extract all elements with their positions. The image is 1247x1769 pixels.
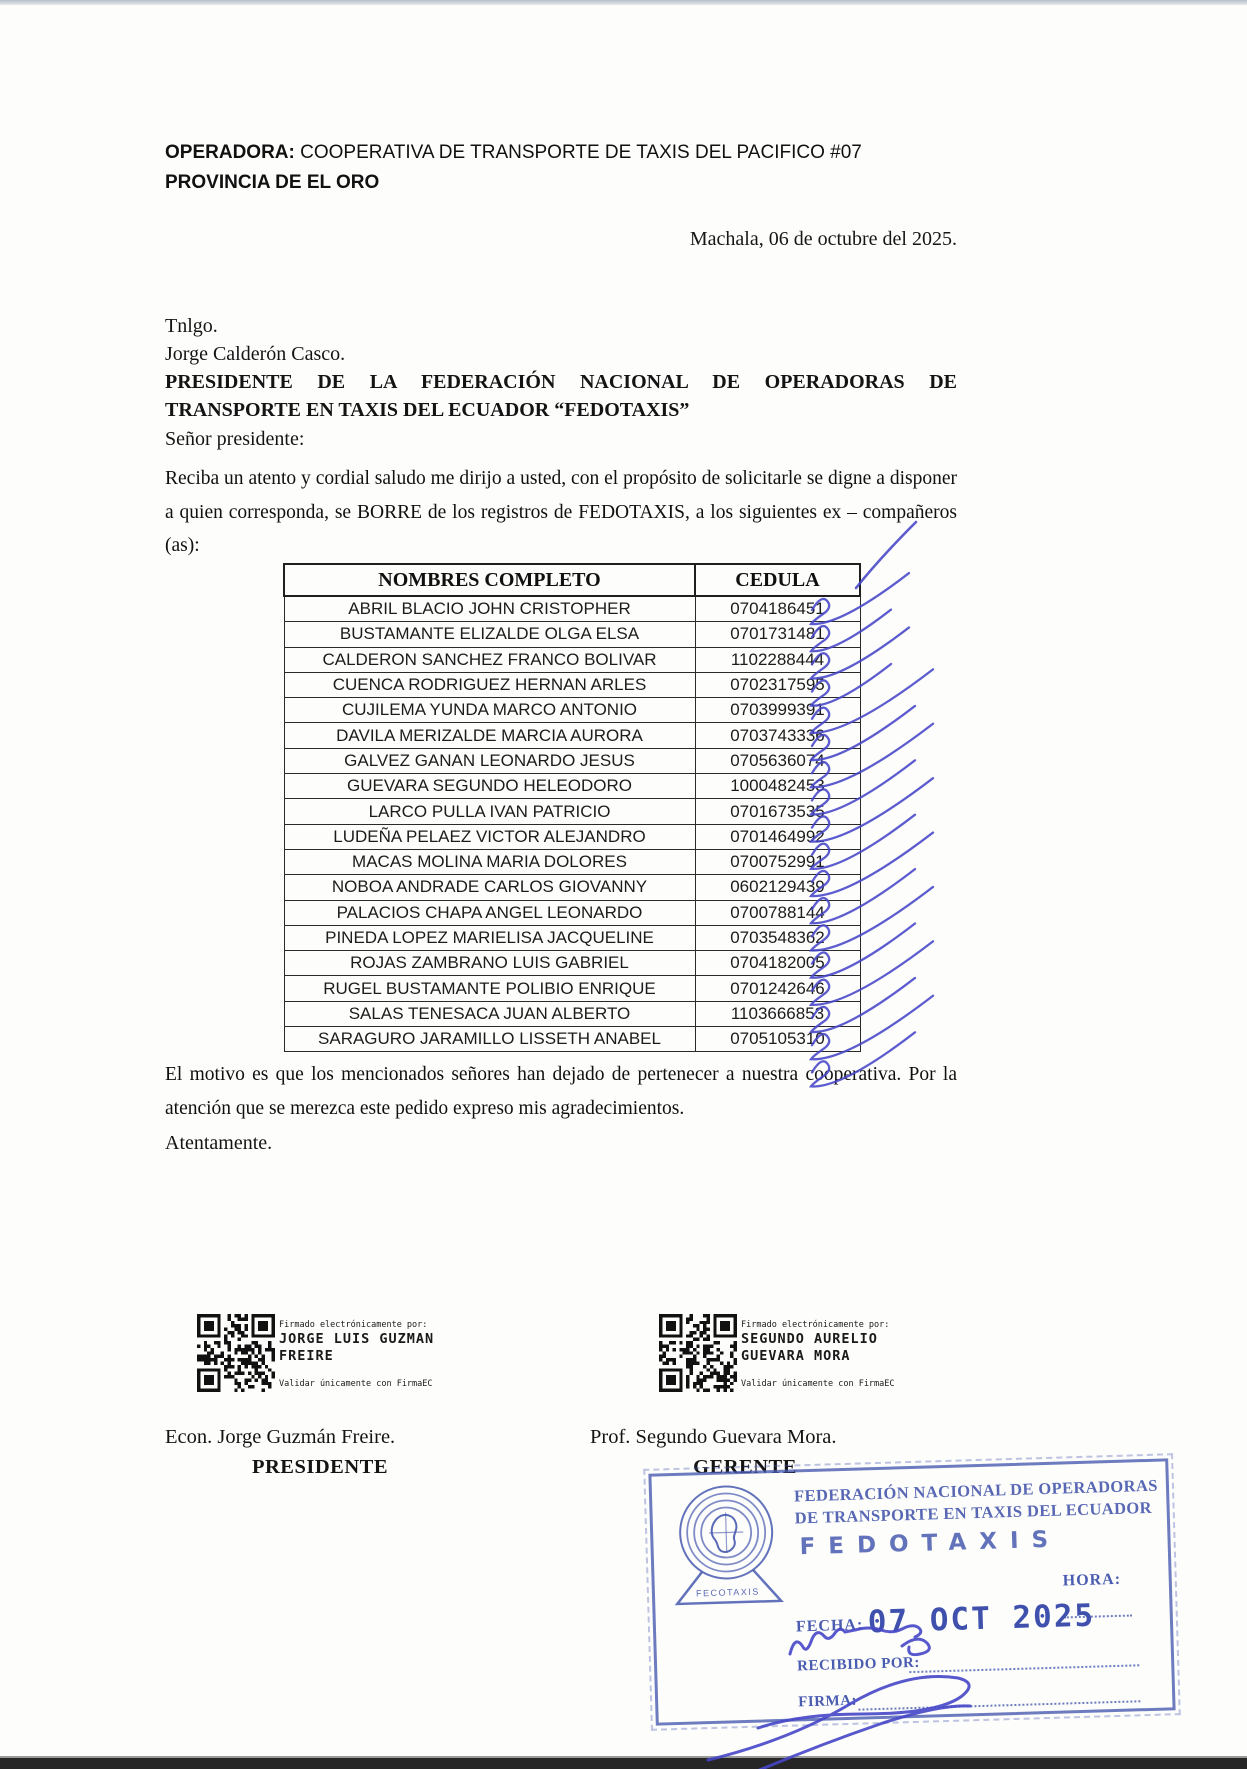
table-row: [284, 849, 860, 874]
table-row: [284, 774, 860, 799]
name-cell: GUEVARA SEGUNDO HELEODORO: [284, 774, 695, 799]
recipient-name: Jorge Calderón Casco.: [165, 343, 346, 365]
cedula-cell: 0702317595: [695, 672, 860, 697]
col-header-nombres: NOMBRES COMPLETO: [284, 564, 695, 596]
stamp-recibido-label: RECIBIDO POR:: [796, 1654, 921, 1675]
cedula-cell: 0704186451: [695, 596, 860, 622]
table-row: [284, 1001, 860, 1026]
gerente-name: Prof. Segundo Guevara Mora.: [590, 1426, 837, 1448]
cedula-cell: 0705105310: [695, 1027, 860, 1052]
qr-code-gerente: [659, 1314, 737, 1392]
stamp-brand: FEDOTAXIS: [799, 1526, 1062, 1561]
stamp-fecha-value: 07 OCT 2025: [867, 1597, 1096, 1641]
stamp-header-line1: FEDERACIÓN NACIONAL DE OPERADORAS: [793, 1475, 1159, 1506]
name-cell: CUJILEMA YUNDA MARCO ANTONIO: [284, 698, 695, 723]
signer-name-line1: JORGE LUIS GUZMAN: [279, 1331, 435, 1347]
name-cell: SARAGURO JARAMILLO LISSETH ANABEL: [284, 1027, 695, 1052]
e-signature-text-gerente: [741, 1320, 895, 1390]
recipient-position-line2: TRANSPORTE EN TAXIS DEL ECUADOR “FEDOTAXIS”: [165, 399, 690, 421]
table-row: [284, 672, 860, 697]
col-header-cedula: CEDULA: [695, 564, 860, 596]
stamp-firma-dotted-line: [858, 1700, 1140, 1710]
signer-name-line2: GUEVARA MORA: [741, 1348, 851, 1364]
scan-edge-top: [0, 0, 1247, 5]
scan-edge-bottom: [0, 1758, 1247, 1769]
table-row: [284, 748, 860, 773]
members-table: [283, 563, 861, 1052]
body-paragraph-2: El motivo es que los mencionados señores han dejado de pertenecer a nuestra cooperativa. Por la atención que se merezca este pedido expreso mis agradecimientos.: [165, 1064, 957, 1119]
fedotaxis-logo-icon: [666, 1481, 788, 1612]
table-body: [284, 596, 860, 1052]
table-row: [284, 1027, 860, 1052]
name-cell: ABRIL BLACIO JOHN CRISTOPHER: [284, 596, 695, 622]
body-paragraph-1: Reciba un atento y cordial saludo me dirijo a usted, con el propósito de solicitarle se digne a disponer a quien corresponda, se BORRE de los registros de FEDOTAXIS, a los siguientes ex – compañeros (as):: [165, 468, 957, 556]
name-cell: DAVILA MERIZALDE MARCIA AURORA: [284, 723, 695, 748]
name-cell: CALDERON SANCHEZ FRANCO BOLIVAR: [284, 647, 695, 672]
name-cell: MACAS MOLINA MARIA DOLORES: [284, 849, 695, 874]
name-cell: BUSTAMANTE ELIZALDE OLGA ELSA: [284, 622, 695, 647]
cedula-cell: 0701464992: [695, 824, 860, 849]
name-cell: RUGEL BUSTAMANTE POLIBIO ENRIQUE: [284, 976, 695, 1001]
president-name-block: [165, 1422, 475, 1482]
recipient-title: Tnlgo.: [165, 315, 218, 337]
name-cell: ROJAS ZAMBRANO LUIS GABRIEL: [284, 951, 695, 976]
cedula-cell: 0705636074: [695, 748, 860, 773]
table-row: [284, 647, 860, 672]
cedula-cell: 0703548362: [695, 925, 860, 950]
stamp-fecha-label: FECHA:: [795, 1616, 864, 1636]
cedula-cell: 1103666853: [695, 1001, 860, 1026]
president-role: PRESIDENTE: [251, 1456, 388, 1478]
recipient-block: [165, 312, 957, 453]
signed-by-label: Firmado electrónicamente por:: [741, 1320, 890, 1330]
provincia-line: PROVINCIA DE EL ORO: [165, 172, 380, 193]
qr-code-president: [197, 1314, 275, 1392]
cedula-cell: 0701731481: [695, 622, 860, 647]
name-cell: GALVEZ GANAN LEONARDO JESUS: [284, 748, 695, 773]
stamp-hora-label: HORA:: [1062, 1570, 1122, 1590]
table-row: [284, 951, 860, 976]
letter-header: [165, 138, 985, 198]
table-row: [284, 976, 860, 1001]
stamp-header-line2: DE TRANSPORTE EN TAXIS DEL ECUADOR: [794, 1497, 1153, 1528]
name-cell: NOBOA ANDRADE CARLOS GIOVANNY: [284, 875, 695, 900]
name-cell: CUENCA RODRIGUEZ HERNAN ARLES: [284, 672, 695, 697]
table-row: [284, 875, 860, 900]
table-row: [284, 698, 860, 723]
signer-name-line2: FREIRE: [279, 1348, 334, 1364]
stamp-firma-label: FIRMA:: [797, 1692, 858, 1711]
table-row: [284, 900, 860, 925]
cedula-cell: 0704182005: [695, 951, 860, 976]
cedula-cell: 0701673535: [695, 799, 860, 824]
table-row: [284, 925, 860, 950]
signer-name-line1: SEGUNDO AURELIO: [741, 1331, 878, 1347]
gerente-role: GERENTE: [693, 1456, 797, 1478]
recipient-position-line1: PRESIDENTE DE LA FEDERACIÓN NACIONAL DE OPERADORAS DE: [165, 371, 957, 393]
cedula-cell: 0703743336: [695, 723, 860, 748]
cedula-cell: 0700752991: [695, 849, 860, 874]
e-signature-text-president: [279, 1320, 434, 1390]
name-cell: LUDEÑA PELAEZ VICTOR ALEJANDRO: [284, 824, 695, 849]
logo-fecotaxis-text: FECOTAXIS: [695, 1586, 760, 1599]
validate-note: Validar únicamente con FirmaEC: [279, 1379, 433, 1389]
cedula-cell: 0701242646: [695, 976, 860, 1001]
date-line: Machala, 06 de octubre del 2025.: [689, 228, 957, 250]
cedula-cell: 1102288444: [695, 647, 860, 672]
operadora-label: OPERADORA:: [165, 142, 295, 163]
table-row: [284, 622, 860, 647]
operadora-line: [165, 138, 985, 168]
validate-note: Validar únicamente con FirmaEC: [741, 1379, 895, 1389]
table-row: [284, 824, 860, 849]
cedula-cell: 0602129439: [695, 875, 860, 900]
name-cell: PINEDA LOPEZ MARIELISA JACQUELINE: [284, 925, 695, 950]
name-cell: PALACIOS CHAPA ANGEL LEONARDO: [284, 900, 695, 925]
table-row: [284, 723, 860, 748]
stamp-recibido-dotted-line: [909, 1664, 1139, 1673]
operadora-value: COOPERATIVA DE TRANSPORTE DE TAXIS DEL PACIFICO #07: [300, 142, 862, 163]
table-row: [284, 799, 860, 824]
closing: Atentamente.: [165, 1132, 273, 1154]
cedula-cell: 1000482453: [695, 774, 860, 799]
salutation: Señor presidente:: [165, 428, 305, 450]
table-header-row: [284, 564, 860, 596]
cedula-cell: 0703999391: [695, 698, 860, 723]
fedotaxis-reception-stamp: [648, 1458, 1175, 1725]
name-cell: SALAS TENESACA JUAN ALBERTO: [284, 1001, 695, 1026]
president-name: Econ. Jorge Guzmán Freire.: [165, 1426, 396, 1448]
signed-by-label: Firmado electrónicamente por:: [279, 1320, 428, 1330]
name-cell: LARCO PULLA IVAN PATRICIO: [284, 799, 695, 824]
table-row: [284, 596, 860, 622]
cedula-cell: 0700788144: [695, 900, 860, 925]
